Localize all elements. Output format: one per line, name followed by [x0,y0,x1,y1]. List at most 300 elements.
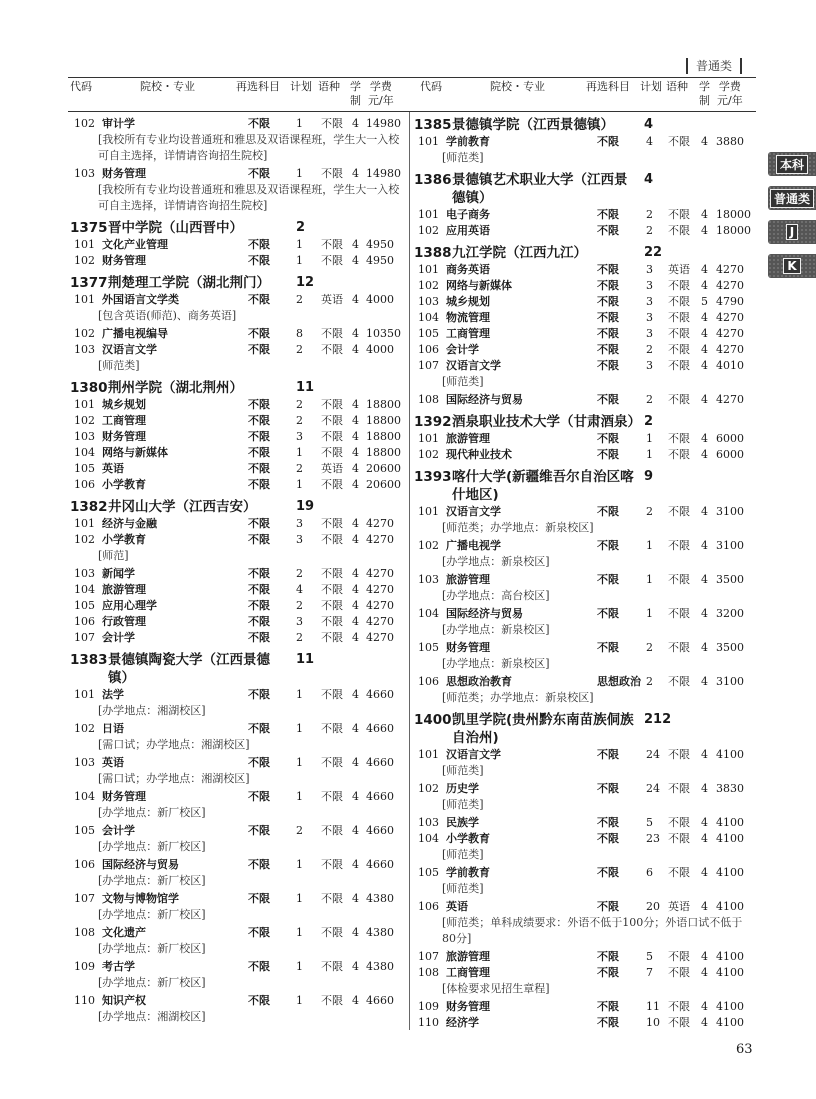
major-note: [需口试；办学地点：湘湖校区] [98,772,250,785]
side-tab[interactable] [768,254,816,278]
major-requirement: 不限 [248,858,270,871]
major-name: 工商管理 [102,414,146,427]
major-code: 108 [418,393,439,406]
major-years: 4 [701,641,708,654]
major-code: 103 [418,816,439,829]
major-name: 网络与新媒体 [102,446,168,459]
major-row [414,262,754,278]
major-fee: 4380 [366,960,394,973]
major-code: 102 [74,722,95,735]
major-plan: 5 [646,816,653,829]
major-plan: 1 [646,448,653,461]
major-code: 103 [74,567,95,580]
major-plan: 2 [646,505,653,518]
major-row [70,292,405,308]
major-plan: 2 [646,208,653,221]
major-row [70,397,405,413]
major-name: 日语 [102,722,124,735]
header-requirement: 再选科目 [236,80,280,93]
major-requirement: 不限 [597,1016,619,1029]
school-plan: 4 [644,117,654,132]
major-name: 英语 [446,900,468,913]
major-plan: 1 [646,539,653,552]
major-name: 物流管理 [446,311,490,324]
major-requirement: 不限 [597,816,619,829]
school-header [414,413,754,431]
major-name: 学前教育 [446,135,490,148]
right-column-header [414,78,754,110]
major-row [414,310,754,326]
header-years-1: 学 [699,80,710,93]
school-header [70,498,405,516]
major-row [70,925,405,941]
school-header [70,651,405,687]
major-language: 不限 [321,117,343,130]
major-language: 不限 [668,393,690,406]
major-years: 4 [701,900,708,913]
school-plan: 12 [296,275,315,290]
school-plan: 11 [296,652,315,667]
major-requirement: 不限 [597,448,619,461]
major-years: 4 [701,343,708,356]
major-years: 4 [701,279,708,292]
school-plan: 2 [296,220,306,235]
major-fee: 4660 [366,858,394,871]
major-code: 106 [74,478,95,491]
side-tab[interactable] [768,220,816,244]
major-fee: 4270 [716,343,744,356]
major-language: 不限 [321,430,343,443]
major-years: 4 [352,960,359,973]
school-name: 凯里学院(贵州黔东南苗族侗族自治州) [452,712,634,746]
major-note: [包含英语(师范)、商务英语] [98,309,237,322]
major-plan: 1 [296,478,303,491]
major-language: 英语 [668,263,690,276]
major-code: 103 [418,573,439,586]
major-note: [办学地点：新泉校区] [442,657,550,670]
major-note: [师范类；办学地点：新泉校区] [442,691,594,704]
major-language: 不限 [321,688,343,701]
major-fee: 18000 [716,208,751,221]
major-language: 不限 [321,892,343,905]
major-name: 经济与金融 [102,517,157,530]
major-requirement: 不限 [597,393,619,406]
major-code: 104 [418,832,439,845]
major-code: 104 [74,446,95,459]
major-name: 外国语言文学类 [102,293,179,306]
major-requirement: 不限 [597,343,619,356]
major-plan: 20 [646,900,660,913]
major-years: 4 [701,432,708,445]
major-row [70,614,405,630]
major-fee: 4270 [366,615,394,628]
major-years: 4 [701,224,708,237]
major-years: 4 [701,311,708,324]
major-years: 4 [352,398,359,411]
major-fee: 3100 [716,539,744,552]
major-fee: 4950 [366,254,394,267]
major-fee: 4270 [716,393,744,406]
major-plan: 2 [646,641,653,654]
major-requirement: 不限 [248,756,270,769]
major-fee: 4100 [716,950,744,963]
major-language: 不限 [321,615,343,628]
school-header [414,244,754,262]
major-fee: 4950 [366,238,394,251]
major-row [70,116,405,132]
major-name: 国际经济与贸易 [446,393,523,406]
major-name: 思想政治教育 [446,675,512,688]
major-row [70,516,405,532]
school-plan: 212 [644,712,672,727]
major-language: 不限 [321,994,343,1007]
major-requirement: 不限 [597,279,619,292]
major-code: 109 [74,960,95,973]
major-code: 102 [74,414,95,427]
major-fee: 4660 [366,688,394,701]
major-fee: 4100 [716,832,744,845]
major-requirement: 不限 [597,832,619,845]
major-plan: 2 [646,343,653,356]
major-requirement: 不限 [597,505,619,518]
school-header [70,219,405,237]
major-fee: 4270 [716,263,744,276]
major-requirement: 不限 [248,238,270,251]
major-name: 广播电视编导 [102,327,168,340]
major-requirement: 不限 [597,327,619,340]
major-years: 4 [352,631,359,644]
major-requirement: 不限 [597,432,619,445]
major-row [414,865,754,881]
major-requirement: 不限 [248,960,270,973]
school-plan: 2 [644,414,654,429]
school-code: 1375 [70,220,108,236]
major-requirement: 不限 [597,135,619,148]
major-plan: 2 [296,398,303,411]
major-years: 4 [352,790,359,803]
major-code: 104 [74,790,95,803]
major-fee: 4010 [716,359,744,372]
major-years: 4 [701,573,708,586]
major-years: 4 [701,1000,708,1013]
major-years: 4 [701,748,708,761]
major-years: 4 [352,462,359,475]
major-plan: 4 [646,135,653,148]
major-years: 4 [352,117,359,130]
major-fee: 18800 [366,398,401,411]
major-requirement: 不限 [597,900,619,913]
major-requirement: 不限 [248,254,270,267]
major-requirement: 不限 [248,790,270,803]
major-requirement: 不限 [248,892,270,905]
major-language: 不限 [668,1016,690,1029]
header-years [350,80,361,108]
major-note: [办学地点：新厂校区] [98,976,206,989]
header-requirement: 再选科目 [586,80,630,93]
major-name: 财务管理 [446,641,490,654]
major-fee: 4270 [366,599,394,612]
major-row [414,447,754,463]
major-fee: 3200 [716,607,744,620]
major-plan: 1 [296,960,303,973]
major-fee: 4270 [366,631,394,644]
major-language: 不限 [321,960,343,973]
major-requirement: 不限 [248,615,270,628]
major-fee: 20600 [366,478,401,491]
major-code: 108 [418,966,439,979]
major-fee: 4000 [366,343,394,356]
major-fee: 4100 [716,866,744,879]
major-plan: 2 [646,675,653,688]
major-code: 102 [418,279,439,292]
major-years: 4 [701,135,708,148]
major-name: 会计学 [446,343,479,356]
major-name: 文化产业管理 [102,238,168,251]
major-language: 不限 [668,505,690,518]
major-code: 103 [418,295,439,308]
major-fee: 4270 [366,583,394,596]
major-language: 不限 [668,311,690,324]
major-plan: 1 [296,722,303,735]
major-fee: 20600 [366,462,401,475]
major-name: 应用心理学 [102,599,157,612]
major-code: 104 [418,607,439,620]
major-language: 不限 [668,448,690,461]
major-code: 101 [418,432,439,445]
major-years: 4 [701,448,708,461]
major-fee: 4270 [366,533,394,546]
major-plan: 1 [296,790,303,803]
major-name: 应用英语 [446,224,490,237]
major-row [70,566,405,582]
major-years: 4 [352,517,359,530]
major-plan: 24 [646,782,660,795]
major-plan: 2 [646,393,653,406]
major-name: 文化遗产 [102,926,146,939]
major-code: 102 [74,254,95,267]
school-code: 1388 [414,245,452,261]
major-years: 4 [352,756,359,769]
major-requirement: 不限 [248,631,270,644]
major-requirement: 不限 [248,926,270,939]
major-requirement: 不限 [248,994,270,1007]
major-years: 4 [701,816,708,829]
major-language: 英语 [668,900,690,913]
major-name: 旅游管理 [446,950,490,963]
header-fee-1: 学费 [369,80,392,93]
major-plan: 24 [646,748,660,761]
major-row [414,134,754,150]
school-code: 1400 [414,712,452,728]
major-code: 101 [74,688,95,701]
major-language: 不限 [321,790,343,803]
major-plan: 8 [296,327,303,340]
major-years: 4 [352,238,359,251]
major-years: 4 [352,430,359,443]
major-row [70,461,405,477]
major-requirement: 不限 [248,414,270,427]
major-language: 不限 [321,722,343,735]
major-note: [我校所有专业均设普通班和雅思及双语课程班，学生大一入校可自主选择，详情请咨询招生院校] [98,133,400,162]
major-plan: 2 [296,567,303,580]
major-note: [办学地点：新厂校区] [98,806,206,819]
major-fee: 14980 [366,117,401,130]
major-plan: 2 [646,224,653,237]
major-plan: 3 [296,430,303,443]
major-years: 4 [701,832,708,845]
major-row [414,831,754,847]
major-years: 4 [352,688,359,701]
major-fee: 3830 [716,782,744,795]
school-name: 喀什大学(新疆维吾尔自治区喀什地区) [452,469,634,503]
major-fee: 3880 [716,135,744,148]
major-plan: 10 [646,1016,660,1029]
major-years: 4 [352,414,359,427]
major-name: 国际经济与贸易 [446,607,523,620]
major-plan: 1 [296,117,303,130]
major-requirement: 不限 [597,539,619,552]
major-requirement: 不限 [248,533,270,546]
major-years: 4 [352,926,359,939]
major-code: 101 [418,135,439,148]
school-header [70,274,405,292]
header-school-major: 院校・专业 [490,80,545,93]
major-years: 4 [701,950,708,963]
school-plan: 11 [296,380,315,395]
major-code: 107 [74,892,95,905]
major-name: 商务英语 [446,263,490,276]
major-name: 旅游管理 [102,583,146,596]
major-row [414,294,754,310]
major-row [70,429,405,445]
major-language: 不限 [668,539,690,552]
major-years: 4 [701,505,708,518]
major-row [70,630,405,646]
major-code: 105 [418,327,439,340]
major-plan: 1 [296,858,303,871]
major-name: 民族学 [446,816,479,829]
major-row [70,253,405,269]
major-name: 经济学 [446,1016,479,1029]
major-row [414,747,754,763]
major-note: [办学地点：新泉校区] [442,555,550,568]
school-header [414,711,754,747]
school-plan: 9 [644,469,654,484]
major-fee: 3500 [716,641,744,654]
major-row [414,392,754,408]
major-language: 不限 [668,279,690,292]
major-language: 不限 [668,675,690,688]
major-plan: 5 [646,950,653,963]
major-name: 网络与新媒体 [446,279,512,292]
header-fee-2: 元/年 [368,94,394,107]
side-tab-label: J [786,224,798,240]
major-language: 英语 [321,293,343,306]
major-code: 102 [74,533,95,546]
major-row [414,640,754,656]
major-row [414,815,754,831]
major-fee: 3500 [716,573,744,586]
major-requirement: 不限 [248,167,270,180]
major-years: 4 [352,824,359,837]
major-row [414,674,754,690]
major-language: 不限 [321,254,343,267]
school-plan: 19 [296,499,315,514]
header-language: 语种 [666,80,688,93]
major-code: 103 [74,430,95,443]
major-requirement: 不限 [248,398,270,411]
major-years: 4 [701,866,708,879]
major-years: 4 [352,327,359,340]
major-code: 101 [74,238,95,251]
major-fee: 4100 [716,900,744,913]
major-code: 109 [418,1000,439,1013]
major-row [70,755,405,771]
left-column [70,116,405,1025]
major-language: 不限 [321,533,343,546]
major-years: 4 [352,722,359,735]
major-language: 不限 [321,238,343,251]
school-name: 景德镇艺术职业大学（江西景德镇） [452,172,628,206]
major-name: 电子商务 [446,208,490,221]
major-requirement: 不限 [248,430,270,443]
major-plan: 1 [296,688,303,701]
major-note: [需口试；办学地点：湘湖校区] [98,738,250,751]
major-fee: 4000 [366,293,394,306]
major-requirement: 不限 [597,641,619,654]
major-requirement: 不限 [597,311,619,324]
header-fee [717,80,743,108]
school-name: 九江学院（江西九江） [452,245,587,261]
school-name: 荆州学院（湖北荆州） [108,380,243,396]
major-fee: 4100 [716,1000,744,1013]
major-row [414,999,754,1015]
major-name: 会计学 [102,824,135,837]
major-name: 旅游管理 [446,432,490,445]
major-note: [师范] [98,549,129,562]
school-plan: 22 [644,245,663,260]
major-row [414,949,754,965]
major-requirement: 不限 [597,1000,619,1013]
major-language: 不限 [321,824,343,837]
school-header [414,171,754,207]
major-code: 101 [418,263,439,276]
major-fee: 4660 [366,790,394,803]
major-note: [师范类] [442,798,484,811]
school-code: 1385 [414,117,452,133]
major-row [414,223,754,239]
major-code: 101 [418,748,439,761]
major-requirement: 不限 [597,866,619,879]
side-tab-label: 普通类 [770,189,814,208]
major-plan: 1 [296,892,303,905]
major-code: 101 [418,505,439,518]
side-tab[interactable] [768,152,816,176]
school-code: 1392 [414,414,452,430]
school-code: 1382 [70,499,108,515]
major-note: [师范类] [442,151,484,164]
major-row [70,582,405,598]
major-language: 不限 [668,327,690,340]
header-fee-1: 学费 [718,80,741,93]
side-tab[interactable] [768,186,816,210]
major-language: 不限 [321,414,343,427]
major-fee: 14980 [366,167,401,180]
major-language: 不限 [321,756,343,769]
major-language: 不限 [668,573,690,586]
school-code: 1393 [414,469,452,485]
header-code: 代码 [70,80,92,93]
